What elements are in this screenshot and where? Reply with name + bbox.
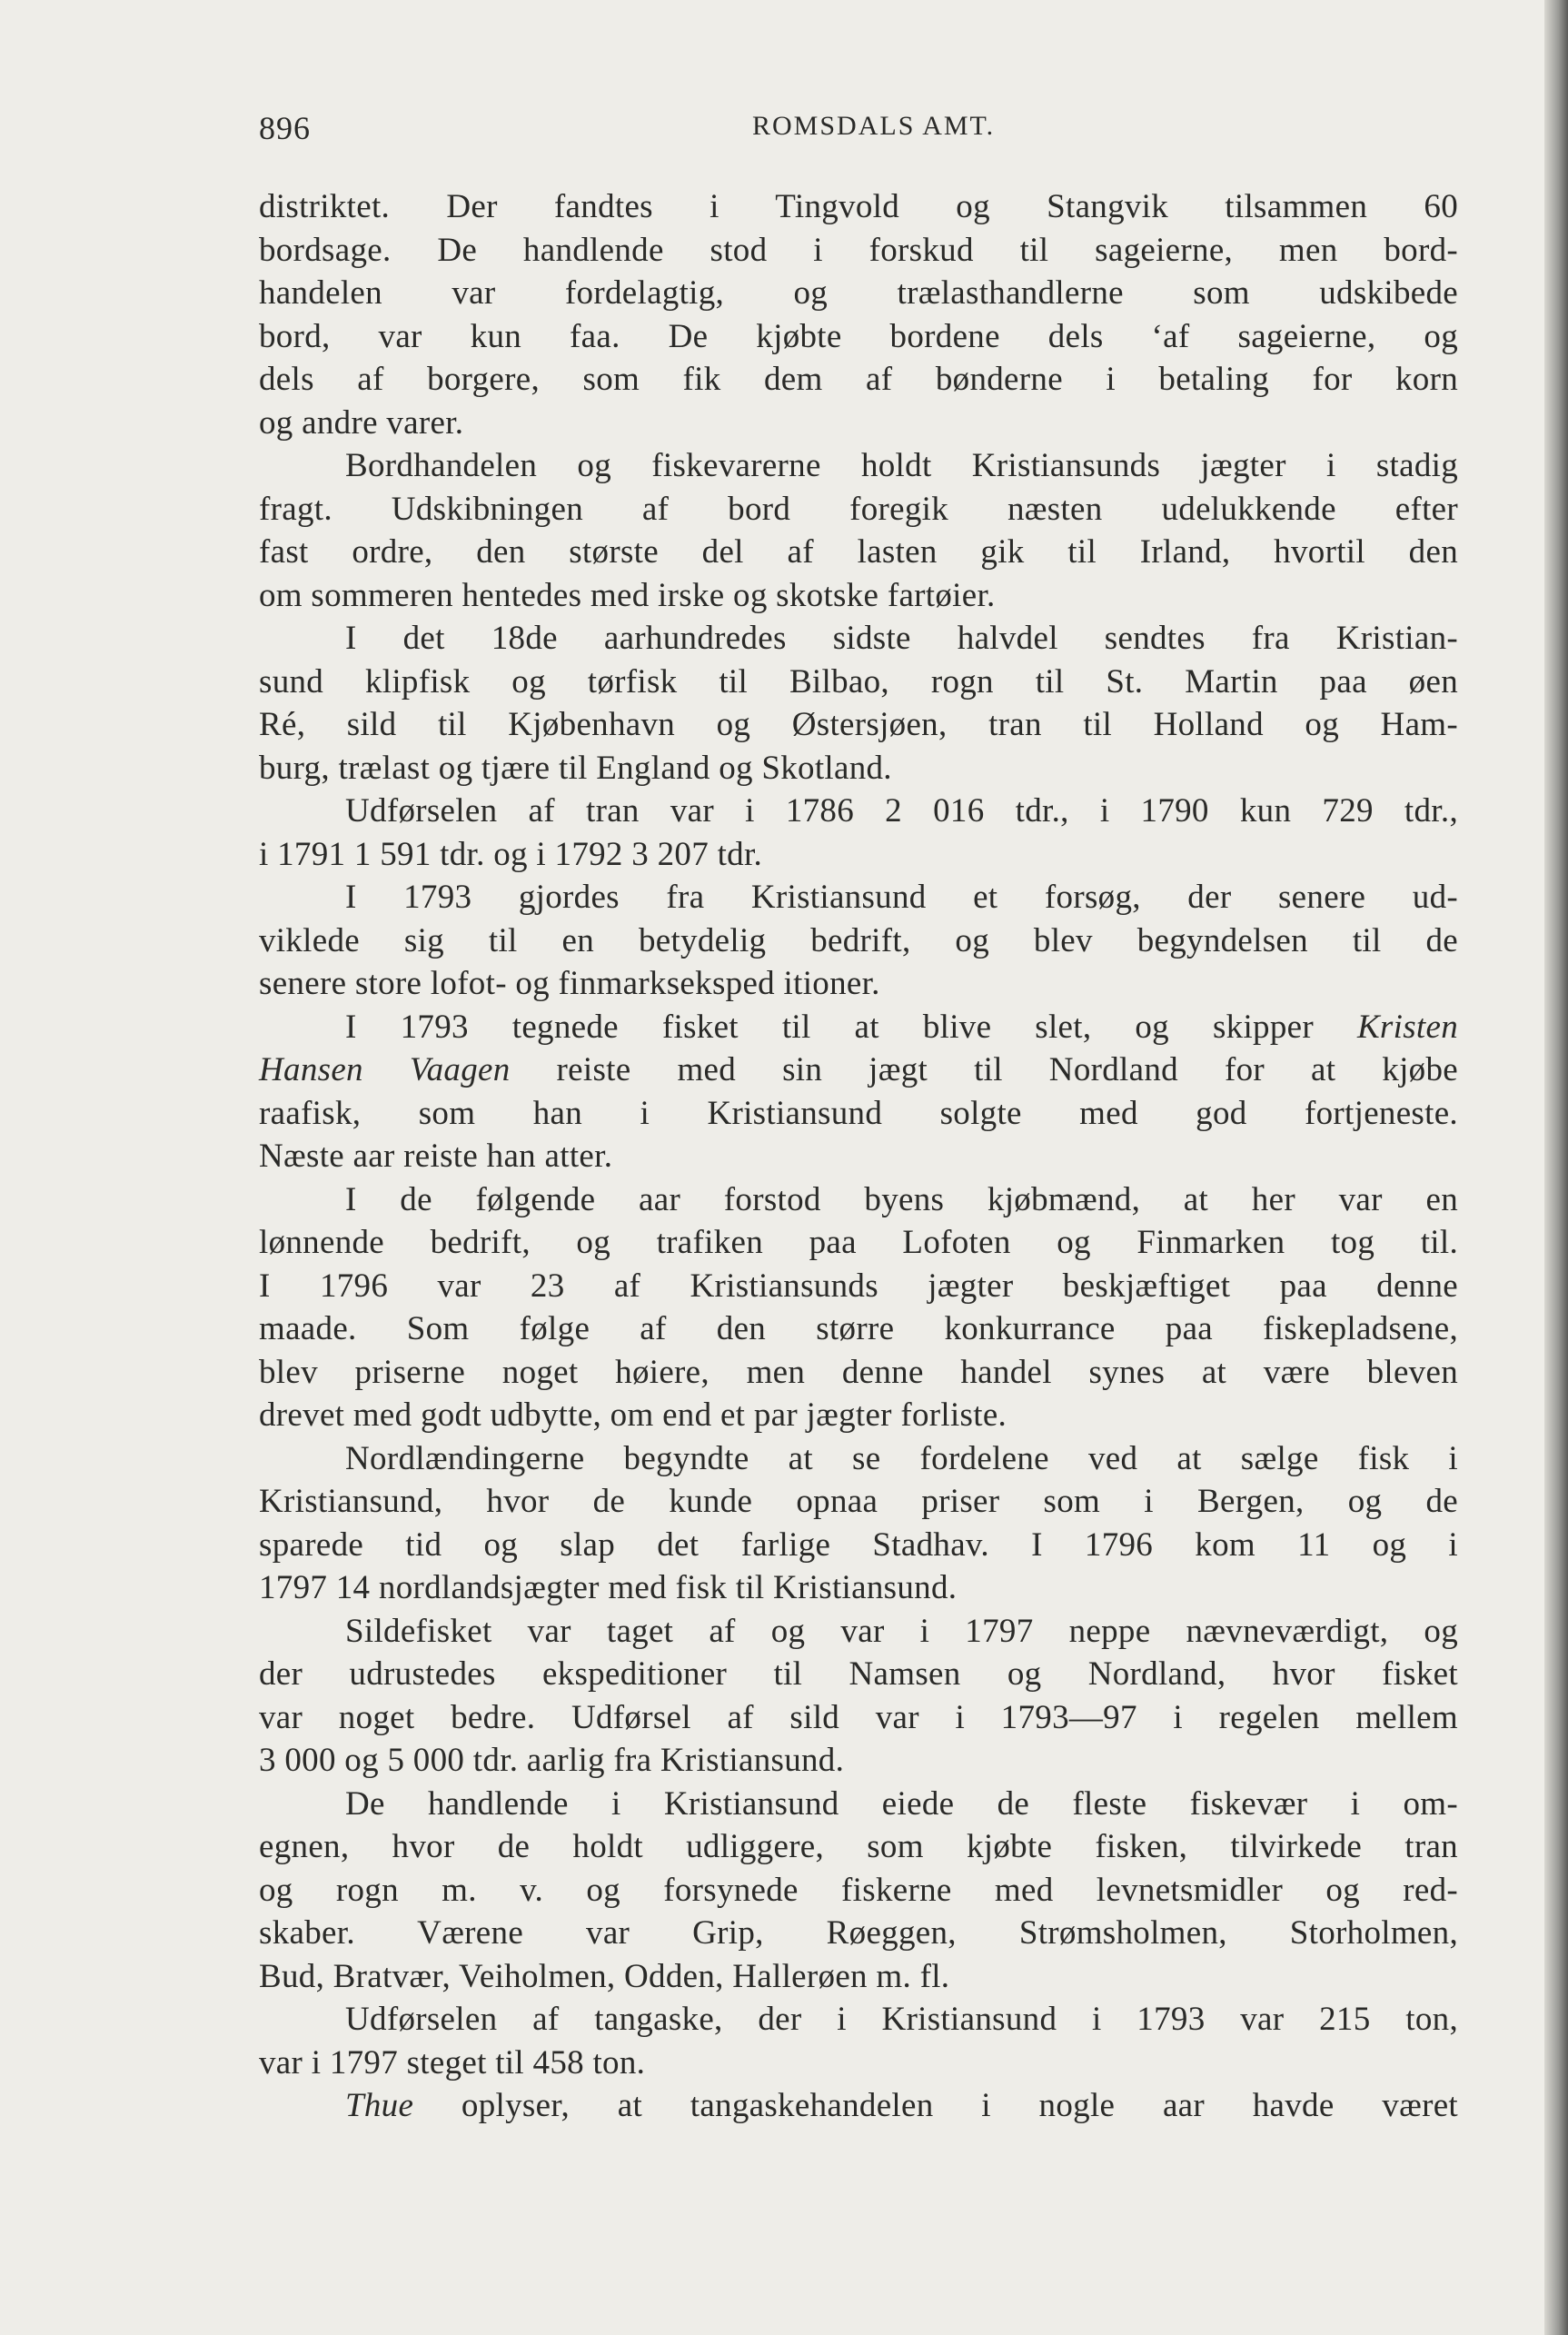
text-line: var noget bedre. Udførsel af sild var i 1793—97 i regelen mellem [259,1698,1458,1736]
text-line: I 1796 var 23 af Kristiansunds jægter beskjæftiget paa denne [259,1267,1458,1305]
text-line: Thue oplyser, at tangaskehandelen i nogle aar havde været [345,2087,1458,2124]
page-number: 896 [259,110,311,146]
text-line: I de følgende aar forstod byens kjøbmænd, at her var en [345,1180,1458,1218]
text-line: distriktet. Der fandtes i Tingvold og Stangvik tilsammen 60 [259,188,1458,225]
text-line: blev priserne noget høiere, men denne handel synes at være bleven [259,1353,1458,1391]
text-line: Ré, sild til Kjøbenhavn og Østersjøen, tran til Holland og Ham- [259,706,1458,743]
text-line: der udrustedes ekspeditioner til Namsen og Nordland, hvor fisket [259,1655,1458,1693]
text-line: om sommeren hentedes med irske og skotske fartøier. [259,576,996,614]
text-line: I 1793 gjordes fra Kristiansund et forsøg, der senere ud- [345,879,1458,916]
running-title: ROMSDALS AMT. [752,111,996,141]
running-head [259,102,1458,156]
text-line: lønnende bedrift, og trafiken paa Lofoten og Finmarken tog til. [259,1224,1458,1261]
text-line: sparede tid og slap det farlige Stadhav. I 1796 kom 11 og i [259,1525,1458,1564]
text-line: dels af borgere, som fik dem af bønderne i betaling for korn [259,361,1458,398]
text-line: Bordhandelen og fiskevarerne holdt Kristiansunds jægter i stadig [345,447,1458,484]
text-line: Nordlændingerne begyndte at se fordelene ved at sælge fisk i [345,1439,1458,1477]
text-line: fast ordre, den største del af lasten gik til Irland, hvortil den [259,533,1458,571]
text-line: 3 000 og 5 000 tdr. aarlig fra Kristiansund. [259,1742,845,1779]
text-line: Bud, Bratvær, Veiholmen, Odden, Hallerøen m. fl. [259,1957,950,1995]
text-line: senere store lofot- og finmarkseksped itioner. [259,965,880,1002]
text-line: i 1791 1 591 tdr. og i 1792 3 207 tdr. [259,835,763,873]
text-line: burg, trælast og tjære til England og Skotland. [259,749,892,787]
text-line: Hansen Vaagen reiste med sin jægt til Nordland for at kjøbe [259,1051,1458,1088]
text-line: Næste aar reiste han atter. [259,1138,613,1175]
text-line: 1797 14 nordlandsjægter med fisk til Kristiansund. [259,1569,958,1606]
text-line: Udførselen af tangaske, der i Kristiansund i 1793 var 215 ton, [345,2001,1458,2038]
italic-name: Hansen Vaagen [259,1051,511,1088]
text-line: drevet med godt udbytte, om end et par jægter forliste. [259,1396,1007,1434]
text-line: I det 18de aarhundredes sidste halvdel sendtes fra Kristian- [345,620,1458,657]
text-line: maade. Som følge af den større konkurrance paa fiskepladsene, [259,1310,1458,1347]
text-line: egnen, hvor de holdt udliggere, som kjøbte fisken, tilvirkede tran [259,1828,1458,1865]
page-edge-shadow [1544,0,1568,2335]
text-line: I 1793 tegnede fisket til at blive slet, og skipper Kristen [345,1008,1458,1046]
text-line: handelen var fordelagtig, og trælasthandlerne som udskibede [259,274,1458,312]
text-line: fragt. Udskibningen af bord foregik næsten udelukkende efter [259,490,1458,528]
text-line: Sildefisket var taget af og var i 1797 neppe nævneværdigt, og [345,1612,1458,1650]
text-line: bordsage. De handlende stod i forskud til sageierne, men bord- [259,231,1458,269]
italic-name: Thue [345,2087,414,2124]
text-line: sund klipfisk og tørfisk til Bilbao, rogn til St. Martin paa øen [259,662,1458,700]
text-line: De handlende i Kristiansund eiede de fleste fiskevær i om- [345,1784,1458,1823]
body-text [259,185,1458,2128]
text-line: og rogn m. v. og forsynede fiskerne med levnetsmidler og red- [259,1871,1458,1909]
text-line: bord, var kun faa. De kjøbte bordene dels ‘af sageierne, og [259,317,1458,355]
text-line: og andre varer. [259,403,464,442]
text-line: Kristiansund, hvor de kunde opnaa priser som i Bergen, og de [259,1483,1458,1520]
italic-name: Kristen [1356,1008,1458,1046]
text-line: raafisk, som han i Kristiansund solgte med god fortjeneste. [259,1094,1458,1132]
text-line: Udførselen af tran var i 1786 2 016 tdr., i 1790 kun 729 tdr., [345,792,1458,830]
text-line: var i 1797 steget til 458 ton. [259,2043,646,2082]
text-line: viklede sig til en betydelig bedrift, og blev begyndelsen til de [259,921,1458,959]
text-line: skaber. Værene var Grip, Røeggen, Strømsholmen, Storholmen, [259,1914,1458,1952]
